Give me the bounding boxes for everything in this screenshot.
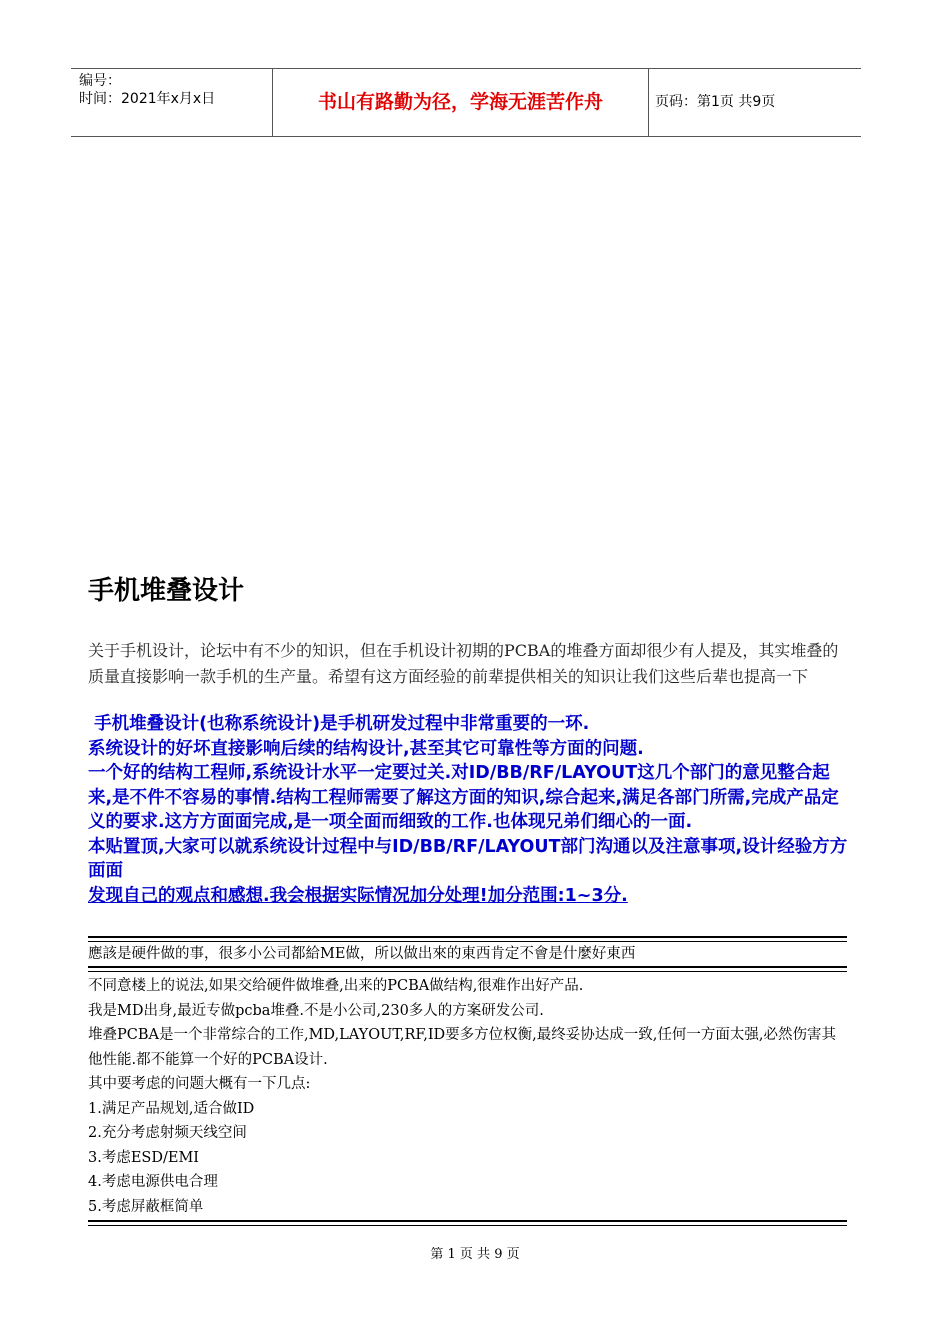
- reply-line: 其中要考虑的问题大概有一下几点:: [88, 1076, 311, 1092]
- announcement-line-5: 发现自己的观点和感想.我会根据实际情况加分处理!加分范围:1~3分.: [88, 885, 628, 906]
- intro-paragraph: 关于手机设计，论坛中有不少的知识，但在手机设计初期的PCBA的堆叠方面却很少有人提及，其实堆叠的质量直接影响一款手机的生产量。希望有这方面经验的前辈提供相关的知识让我们这些后辈也提高一下: [88, 641, 839, 686]
- document-title: 手机堆叠设计: [88, 576, 245, 606]
- number-label: 编号：: [79, 73, 121, 89]
- reply-line: 我是MD出身,最近专做pcba堆叠.不是小公司,230多人的方案研发公司.: [88, 1002, 544, 1019]
- divider: [88, 966, 847, 972]
- header-meta: [79, 69, 271, 139]
- reply-line: 3.考虑ESD/EMI: [88, 1149, 200, 1166]
- reply-line: 堆叠PCBA是一个非常综合的工作,MD,LAYOUT,RF,ID要多方位权衡,最终妥协达成一致,任何一方面太强,必然伤害其他性能.都不能算一个好的PCBA设计.: [88, 1027, 836, 1068]
- reply-post-2: [88, 974, 848, 1219]
- page-footer: 第 1 页 共 9 页: [430, 1247, 520, 1262]
- announcement-line-3: 一个好的结构工程师,系统设计水平一定要过关.对ID/BB/RF/LAYOUT这几个部门的意见整合起来,是不件不容易的事情.结构工程师需要了解这方面的知识,综合起来,满足各部门所需,完成产品定义的要求.这方方面面完成,是一项全面而细致的工作.也体现兄弟们细心的一面.: [88, 763, 839, 832]
- reply-post-1: 應該是硬件做的事，很多小公司都給ME做，所以做出來的東西肯定不會是什麼好東西: [88, 946, 636, 962]
- announcement-line-2: 系统设计的好坏直接影响后续的结构设计,甚至其它可靠性等方面的问题.: [88, 738, 644, 759]
- reply-line: 1.满足产品规划,适合做ID: [88, 1100, 255, 1117]
- header-page-info: 页码：第1页 共9页: [655, 94, 776, 110]
- announcement-block: [88, 712, 848, 908]
- reply-line: 5.考虑屏蔽框简单: [88, 1198, 204, 1215]
- time-label: 时间：2021年x月x日: [79, 91, 216, 107]
- reply-line: 2.充分考虑射频天线空间: [88, 1125, 247, 1141]
- reply-line: 4.考虑电源供电合理: [88, 1174, 218, 1190]
- announcement-line-1: 手机堆叠设计(也称系统设计)是手机研发过程中非常重要的一环.: [88, 714, 590, 734]
- announcement-line-4: 本贴置顶,大家可以就系统设计过程中与ID/BB/RF/LAYOUT部门沟通以及注意事项,设计经验方方面面: [88, 836, 848, 881]
- header-motto: 书山有路勤为径，学海无涯苦作舟: [272, 69, 649, 136]
- page-header: [71, 68, 861, 137]
- reply-line: 不同意楼上的说法,如果交给硬件做堆叠,出来的PCBA做结构,很难作出好产品.: [88, 978, 584, 994]
- divider: [88, 1220, 847, 1226]
- divider: [88, 936, 847, 942]
